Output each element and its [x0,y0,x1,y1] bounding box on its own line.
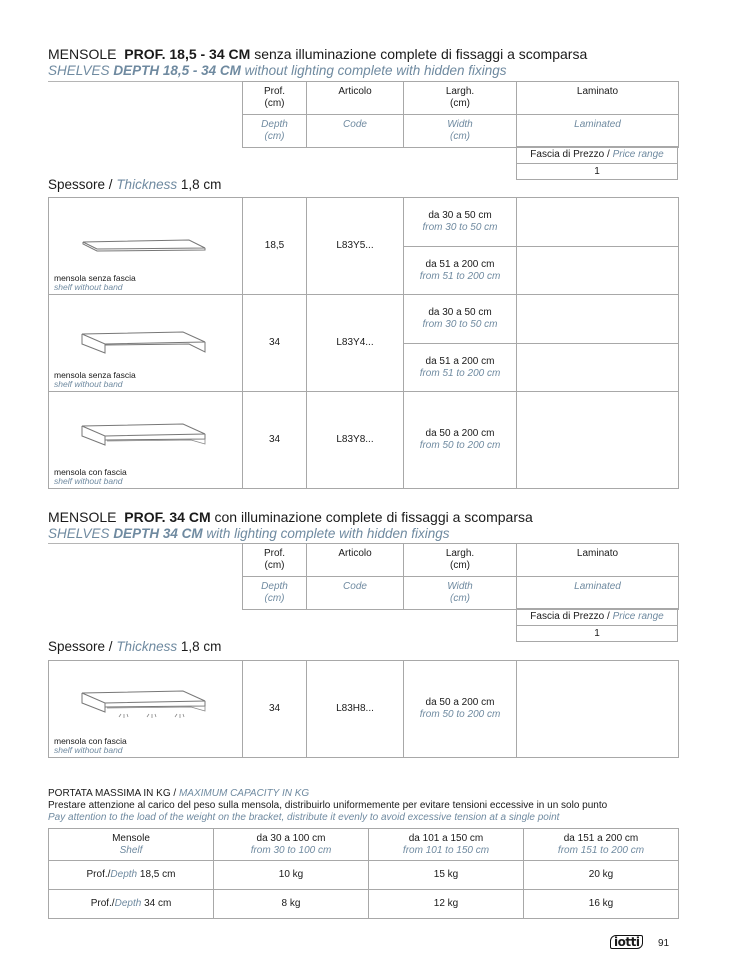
capacity-table [48,828,679,919]
price-range-label [517,609,678,626]
label: Spessore / [48,639,113,654]
table-row [49,861,679,890]
label: shelf without band [54,282,123,292]
laminated-cell [517,661,679,758]
width-range-cell [404,295,517,344]
label: da 51 a 200 cm [425,258,495,270]
label: Fascia di Prezzo / [530,149,610,160]
col-width-it [404,82,517,115]
section2-header-table [242,543,679,610]
title-bold: PROF. 34 CM [124,509,211,525]
shelf-with-lighting-icon [79,689,209,723]
label: Largh. [445,86,475,97]
label: Shelf [119,844,143,856]
section2-title-it [48,510,533,525]
capacity-value: 15 kg [369,861,524,890]
label: da 51 a 200 cm [425,355,495,367]
section2-thickness [48,639,221,654]
label: mensola con fascia [54,736,127,746]
code-cell: L83Y8... [307,392,404,489]
label: Depth [114,898,142,909]
price-range-value: 1 [517,164,678,180]
label: from 51 to 200 cm [419,270,501,282]
width-range-cell [404,392,517,489]
depth-cell: 34 [243,661,307,758]
label: Price range [612,149,664,160]
section2-title-en [48,526,450,541]
section1-thickness [48,177,221,192]
title-prefix: MENSOLE [48,46,117,62]
laminated-cell [517,198,679,247]
col-width-en [404,577,517,610]
width-range-cell [404,344,517,392]
label: Price range [612,611,664,622]
product-caption [54,274,136,292]
section1-title-en [48,63,507,78]
label: Prof./ [90,898,115,909]
title-suffix: senza illuminazione complete di fissaggi a scomparsa [254,46,588,62]
label: da 30 a 100 cm [256,832,326,844]
product-image-cell [49,392,243,489]
row-label [49,861,214,890]
col-depth-it [243,82,307,115]
col-depth-it [243,544,307,577]
col-code-it: Articolo [307,82,404,115]
table-row [49,295,679,344]
label: (cm) [264,560,285,571]
label: Depth [261,119,288,130]
capacity-header-row [49,829,679,861]
capacity-title [48,788,309,799]
shelf-no-band-icon [79,330,209,356]
label: from 30 to 50 cm [422,222,498,233]
laminated-cell [517,295,679,344]
label: shelf without band [54,379,123,389]
section2-price-range [516,608,678,642]
title-bold: DEPTH 34 CM [113,526,203,541]
price-range-label [517,147,678,164]
label: da 30 a 50 cm [428,210,492,221]
section2-products-table [48,660,679,758]
label: (cm) [450,98,470,109]
capacity-note-it: Prestare attenzione al carico del peso sulla mensola, distribuirlo uniformemente per evitare tensioni eccessive in un solo punto [48,800,608,811]
label: mensola senza fascia [54,273,136,283]
label: shelf without band [54,476,123,486]
label: PORTATA MASSIMA IN KG / [48,788,177,799]
col-laminated-it: Laminato [517,82,679,115]
title-bold: PROF. 18,5 - 34 CM [124,46,251,62]
label: from 151 to 200 cm [557,844,645,856]
label: from 30 to 50 cm [422,319,498,330]
label: da 50 a 200 cm [425,428,495,439]
label: Prof. [263,548,286,559]
section1-title-it [48,47,587,62]
product-caption [54,468,127,486]
table-row [49,392,679,489]
title-suffix: without lighting complete with hidden fixings [244,63,507,78]
title-prefix: SHELVES [48,63,110,78]
price-range-value: 1 [517,626,678,642]
title-bold: DEPTH 18,5 - 34 CM [113,63,241,78]
label: Fascia di Prezzo / [530,611,610,622]
product-caption [54,737,127,755]
header-cell [524,829,679,861]
product-caption [54,371,136,389]
label: Width [447,581,473,592]
product-image-cell [49,295,243,392]
col-laminated-it: Laminato [517,544,679,577]
value: 1,8 cm [180,177,222,192]
label: 34 cm [144,898,172,909]
label: Thickness [116,639,178,654]
col-code-en: Code [307,577,404,610]
col-width-en [404,115,517,148]
title-suffix: con illuminazione complete di fissaggi a scomparsa [214,509,533,525]
table-row [49,661,679,758]
label: 18,5 cm [139,869,176,880]
label: from 101 to 150 cm [402,844,490,856]
capacity-value: 20 kg [524,861,679,890]
label: Mensole [112,832,150,844]
table-row [49,198,679,247]
capacity-value: 12 kg [369,890,524,919]
section1-products-table [48,197,679,489]
label: (cm) [450,560,470,571]
label: da 50 a 200 cm [425,697,495,708]
label: Depth [110,869,138,880]
laminated-cell [517,392,679,489]
product-image-cell [49,661,243,758]
width-range-cell [404,661,517,758]
label: Prof./ [86,869,111,880]
col-laminated-en: Laminated [517,115,679,148]
label: from 50 to 200 cm [419,440,501,451]
product-image-cell [49,198,243,295]
label: da 101 a 150 cm [408,832,484,844]
shelf-with-band-icon [79,422,209,448]
capacity-value: 8 kg [214,890,369,919]
label: mensola senza fascia [54,370,136,380]
label: (cm) [264,593,285,604]
row-label [49,890,214,919]
label: MAXIMUM CAPACITY IN KG [178,788,310,799]
col-code-en: Code [307,115,404,148]
col-laminated-en: Laminated [517,577,679,610]
depth-cell: 18,5 [243,198,307,295]
page-number: 91 [658,938,670,949]
label: (cm) [450,131,470,142]
label: from 30 to 100 cm [250,844,332,856]
depth-cell: 34 [243,392,307,489]
brand-logo: iotti [610,935,643,949]
width-range-cell [404,198,517,247]
title-prefix: SHELVES [48,526,110,541]
label: from 51 to 200 cm [419,367,501,379]
label: mensola con fascia [54,467,127,477]
label: (cm) [264,98,285,109]
capacity-note-en: Pay attention to the load of the weight on the bracket, distribute it evenly to avoid excessive tension at a single point [48,812,560,823]
label: shelf without band [54,745,123,755]
label: Width [447,119,473,130]
value: 1,8 cm [180,639,222,654]
capacity-value: 16 kg [524,890,679,919]
section1-price-range [516,146,678,180]
label: from 50 to 200 cm [419,709,501,720]
width-range-cell [404,247,517,295]
capacity-value: 10 kg [214,861,369,890]
label: Prof. [263,86,286,97]
laminated-cell [517,247,679,295]
title-suffix: with lighting complete with hidden fixings [206,526,450,541]
header-cell [49,829,214,861]
label: (cm) [450,593,470,604]
label: Thickness [116,177,178,192]
label: Depth [261,581,288,592]
code-cell: L83Y4... [307,295,404,392]
label: da 151 a 200 cm [563,832,639,844]
col-code-it: Articolo [307,544,404,577]
code-cell: L83H8... [307,661,404,758]
label: Largh. [445,548,475,559]
col-depth-en [243,115,307,148]
depth-cell: 34 [243,295,307,392]
section1-header-table [242,81,679,148]
title-prefix: MENSOLE [48,509,117,525]
col-depth-en [243,577,307,610]
table-row [49,890,679,919]
label: da 30 a 50 cm [428,307,492,318]
laminated-cell [517,344,679,392]
shelf-flat-icon [79,236,209,252]
label: (cm) [264,131,285,142]
label: Spessore / [48,177,113,192]
code-cell: L83Y5... [307,198,404,295]
header-cell [369,829,524,861]
col-width-it [404,544,517,577]
header-cell [214,829,369,861]
